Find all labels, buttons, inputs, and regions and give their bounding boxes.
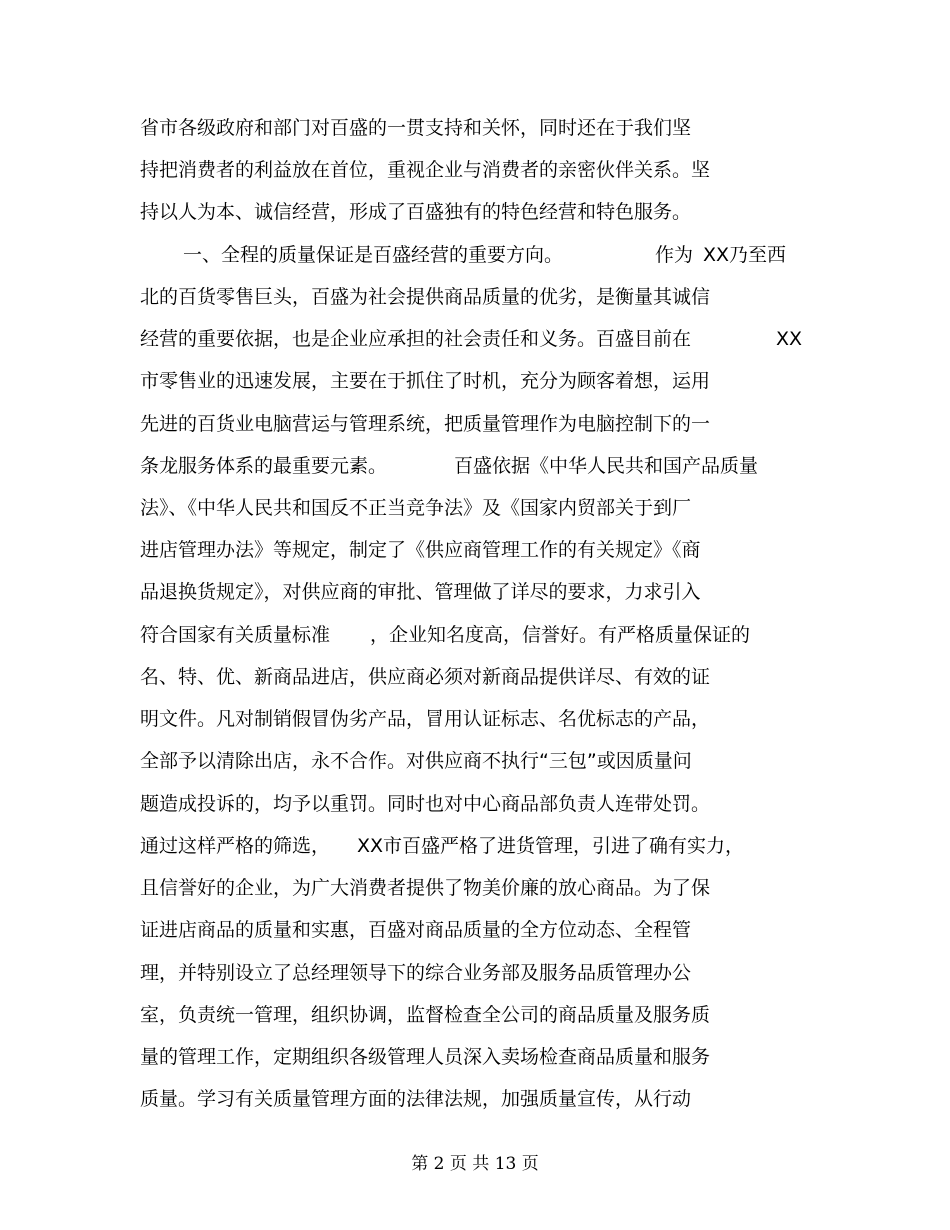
text-segment: 全部予以清除出店，永不合作。对供应商不执行“三包”或因质量问 — [140, 750, 692, 772]
text-segment: 先进的百货业电脑营运与管理系统，把质量管理作为电脑控制下的一 — [140, 413, 711, 435]
text-segment: 品退换货规定》，对供应商的审批、管理做了详尽的要求，力求引入 — [140, 581, 701, 603]
text-segment: 室，负责统一管理，组织协调，监督检查全公司的商品质量及服务质 — [140, 1004, 711, 1026]
text-segment: 通过这样严格的筛选， — [140, 835, 331, 857]
footer-current-page: 2 — [433, 1154, 445, 1174]
text-segment: 证进店商品的质量和实惠，百盛对商品质量的全方位动态、全程管 — [140, 919, 692, 941]
text-segment: XX乃至西 — [703, 244, 787, 266]
text-segment: ，企业知名度高，信誉好。有严格质量保证的 — [370, 624, 751, 646]
text-segment: 持把消费者的利益放在首位，重视企业与消费者的亲密伙伴关系。坚 — [140, 159, 711, 181]
text-segment: 北的百货零售巨头，百盛为社会提供商品质量的优劣，是衡量其诚信 — [140, 286, 711, 308]
text-segment: 经营的重要依据，也是企业应承担的社会责任和义务。百盛目前在 — [140, 328, 692, 350]
text-segment: 理，并特别设立了总经理领导下的综合业务部及服务品质管理办公 — [140, 962, 692, 984]
text-segment: 持以人为本、诚信经营，形成了百盛独有的特色经营和特色服务。 — [140, 201, 692, 223]
text-segment: 法》、《中华人民共和国反不正当竞争法》及《国家内贸部关于到厂 — [140, 497, 692, 519]
text-segment: 市零售业的迅速发展，主要在于抓住了时机，充分为顾客着想，运用 — [140, 370, 711, 392]
text-segment: 条龙服务体系的最重要元素。 — [140, 455, 388, 477]
page-footer — [0, 1150, 950, 1178]
text-segment: 一、全程的质量保证是百盛经营的重要方向。 — [183, 244, 564, 266]
text-segment: 作为 — [655, 244, 694, 266]
text-segment: XX — [776, 328, 803, 350]
text-segment: 名、特、优、新商品进店，供应商必须对新商品提供详尽、有效的证 — [140, 666, 711, 688]
footer-label-unit: 页 — [521, 1154, 539, 1174]
text-segment: 省市各级政府和部门对百盛的一贯支持和关怀，同时还在于我们坚 — [140, 117, 692, 139]
text-segment: 明文件。凡对制销假冒伪劣产品，冒用认证标志、名优标志的产品， — [140, 708, 711, 730]
text-segment: 题造成投诉的，均予以重罚。同时也对中心商品部负责人连带处罚。 — [140, 793, 711, 815]
footer-label-of: 页 共 — [449, 1154, 490, 1174]
text-segment: 质量。学习有关质量管理方面的法律法规，加强质量宣传，从行动 — [140, 1088, 692, 1110]
text-segment: 符合国家有关质量标准 — [140, 624, 331, 646]
text-segment: 且信誉好的企业，为广大消费者提供了物美价廉的放心商品。为了保 — [140, 877, 711, 899]
text-segment: 量的管理工作，定期组织各级管理人员深入卖场检查商品质量和服务 — [140, 1046, 711, 1068]
footer-total-pages: 13 — [494, 1154, 517, 1174]
text-segment: XX市百盛严格了进货管理，引进了确有实力， — [357, 835, 745, 857]
text-segment: 百盛依据《中华人民共和国产品质量 — [454, 455, 759, 477]
text-segment: 进店管理办法》等规定，制定了《供应商管理工作的有关规定》《商 — [140, 539, 701, 561]
footer-label-page: 第 — [411, 1154, 429, 1174]
